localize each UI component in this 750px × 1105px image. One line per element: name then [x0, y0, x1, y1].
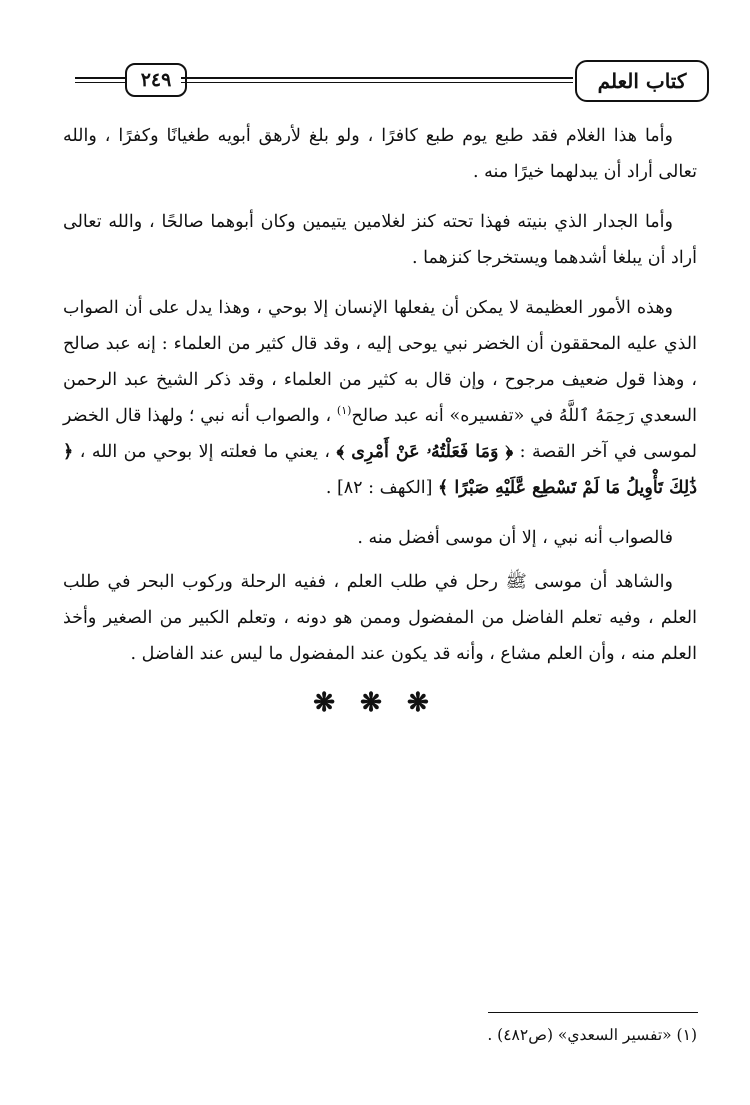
footnote: (١) «تفسير السعدي» (ص٤٨٢) . — [487, 1026, 697, 1044]
verse-citation: [الكهف : ٨٢] . — [325, 478, 433, 498]
header-rule — [181, 82, 573, 83]
page-body — [63, 118, 697, 686]
header-rule — [181, 77, 573, 79]
paragraph-3-part-1: وهذه الأمور العظيمة لا يمكن أن يفعلها الإنسان إلا بوحي ، وهذا يدل على أن الصواب الذي عليه المحققون أن الخضر نبي يوحى إليه ، وقد قال كثير من العلماء : إنه عبد صالح ، وهذا قول ضعيف مرجوح ، وإن قال به كثير من العلماء ، وقد ذكر الشيخ عبد الرحمن السعدي رَحِمَهُ ٱللَّهُ في «تفسيره» أنه عبد صالح — [63, 298, 697, 426]
paragraph-2: وأما الجدار الذي بنيته فهذا تحته كنز لغلامين يتيمين وكان أبوهما صالحًا ، والله تعالى أراد أن يبلغا أشدهما ويستخرجا كنزهما . — [63, 212, 697, 268]
quran-verse: ﴿ وَمَا فَعَلْتُهُۥ عَنْ أَمْرِى ﴾ — [336, 442, 514, 462]
paragraph-3-part-3: ، يعني ما فعلته إلا بوحي من الله ، — [79, 442, 331, 462]
section-separator: ❋ ❋ ❋ — [313, 688, 437, 718]
header-rule — [75, 77, 127, 79]
footnote-divider — [488, 1012, 698, 1013]
book-title: كتاب العلم — [575, 60, 709, 102]
paragraph-1: وأما هذا الغلام فقد طبع يوم طبع كافرًا ، ولو بلغ لأرهق أبويه طغيانًا وكفرًا ، والله تعالى أراد أن يبدلهما خيرًا منه . — [63, 126, 697, 182]
page-number: ٢٤٩ — [125, 63, 187, 97]
paragraph-3 — [63, 290, 697, 506]
paragraph-4: فالصواب أنه نبي ، إلا أن موسى أفضل منه . — [357, 528, 673, 548]
paragraph-5: والشاهد أن موسى ﷺ رحل في طلب العلم ، ففيه الرحلة وركوب البحر في طلب العلم ، وفيه تعلم الفاضل من المفضول وممن هو دونه ، وتعلم الكبير من الصغير وأخذ العلم منه ، وأن العلم مشاع ، وأنه قد يكون عند المفضول ما ليس عند الفاضل . — [63, 572, 697, 664]
footnote-reference: (١) — [336, 404, 352, 418]
quran-verse: ﴿ ذَٰلِكَ تَأْوِيلُ مَا لَمْ تَسْطِع عَّلَيْهِ صَبْرًا ﴾ — [63, 442, 697, 498]
page-header — [75, 60, 687, 102]
paragraph-3-part-2: ، والصواب أنه نبي ؛ ولهذا قال الخضر لموسى في آخر القصة : — [63, 406, 697, 462]
header-rule — [75, 82, 127, 83]
